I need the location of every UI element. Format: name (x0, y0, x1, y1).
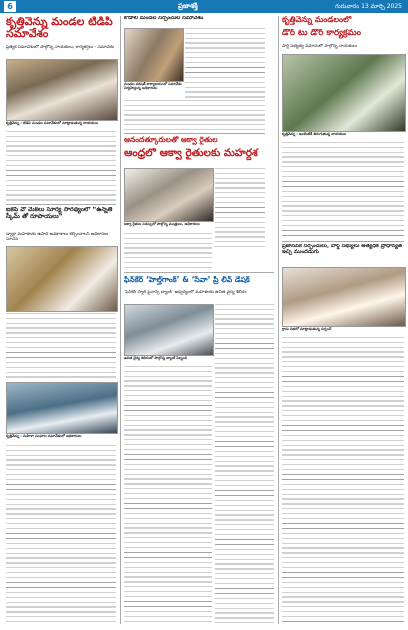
col3-story2-headline: ప్రజాసేవకే సర్పంచులు, వార్డ్ సభ్యులు అత్యధిక ప్రాధాన్యత ఇచ్చి ముందడుగు (282, 244, 403, 255)
col2-aqua-body (124, 233, 212, 269)
col2-photo-aqua-meeting (124, 168, 214, 222)
aqua-headline-main: ఆంధ్రలో ఆక్వా రైతులకు మహర్దశ (124, 148, 258, 159)
col1-story2-subhead: డ్వాక్రా మహిళలకు ఉపాధి అవకాశాలు కల్పించాలని అధికారుల సూచన (6, 232, 109, 243)
col3-headline-1: కృత్తివెన్ను మండలంలో (282, 16, 352, 24)
col2-aqua-caption: ఆక్వా రైతుల సదస్సులో పాల్గొన్న మంత్రులు, అధికారులు (124, 222, 200, 226)
col1-divider-1 (6, 204, 116, 205)
col2-divider-1 (124, 133, 265, 134)
date-line: గురువారం 13 మార్చి 2025 (335, 3, 402, 10)
col-divider-1 (120, 16, 121, 624)
col3-photo-caption: కృత్తివెన్ను : ఇంటింటికీ తిరుగుతున్న నాయకులు (282, 132, 347, 136)
fin-subhead: ‘ఫిన్‌కేర్ స్మాల్ ఫైనాన్స్ బ్యాంక్’ ఆధ్వర్యంలో మహిళలకు ఉచిత వైద్య శిబిరం (124, 290, 247, 295)
col1-photo-caption: కృత్తివెన్ను : టిడిపి మండల సమావేశంలో మాట్లాడుతున్న నాయకులు (6, 121, 99, 125)
col3-subhead: పార్టీ సభ్యత్వ నమోదులో పాల్గొన్న నాయకులు (282, 44, 358, 49)
col2-fin-body-left (124, 366, 212, 624)
col1-photo3-caption: కృత్తివెన్ను : మహిళా సంఘాల సమావేశంలో అధికారులు (6, 434, 82, 438)
col2-fin-body-right (215, 304, 274, 624)
col3-body-text-2 (282, 337, 404, 624)
col3-photo-sarpanch (282, 267, 406, 327)
col1-photo-ceremony (6, 246, 118, 312)
page-number: 6 (4, 1, 16, 12)
col2-story-headline: కొడాలి మండల సర్పంచుల సమావేశం (124, 16, 204, 21)
col2-body-text-top (124, 100, 265, 130)
col1-photo-meeting (6, 59, 118, 121)
fin-headline: ఫిన్‌కేర్ ‘హెల్త్‌గాంక్’ & ‘సేవా’ ప్రీ లీవ్ డేషక్ (124, 276, 250, 284)
col2-divider-2 (124, 272, 274, 273)
col2-photo-fin-event (124, 304, 214, 356)
col1-headline: కృత్తివెన్ను మండల టిడిపి సమావేశం (6, 16, 113, 40)
col1-body-text-2 (6, 313, 116, 379)
col2-aqua-body-right (215, 168, 265, 248)
masthead (0, 0, 408, 13)
col1-photo-officials (6, 382, 118, 434)
col3-headline-2: డోర్ టు డోర్ కార్యక్రమం (282, 29, 361, 38)
col-divider-2 (278, 16, 279, 624)
col1-body-text-3 (6, 445, 116, 623)
col1-subhead: ప్రత్యేక సమావేశంలో పాల్గొన్న నాయకులు, కార్యకర్తలు - సమావేశం (6, 45, 115, 50)
col2-body-text-top-right (185, 28, 265, 98)
col3-body-text-1 (282, 142, 404, 238)
col3-story2-caption: గ్రామ సభలో మాట్లాడుతున్న సర్పంచ్ (282, 327, 332, 331)
col3-photo-door-to-door (282, 54, 406, 132)
col3-divider-1 (282, 241, 404, 242)
aqua-headline-kicker: ఆనందత్కూరులతో ఆక్వా రైతుల (124, 136, 218, 144)
paper-name: ప్రజాశక్తి (178, 2, 198, 10)
col2-photo-sarpanch (124, 28, 184, 82)
col2-story-caption: మండల పరిషత్ కార్యాలయంలో సమావేశం నిర్వహిస్తున్న అధికారులు (124, 82, 182, 91)
col2-fin-caption: ఉచిత వైద్య శిబిరంలో పాల్గొన్న బ్యాంక్ సిబ్బంది (124, 356, 187, 360)
col1-body-text-1 (6, 131, 116, 201)
col1-story2-headline: ఐకెపి వో మేకలు సూర్య సారథ్యంలో “ఉన్నతి స్కీమ్ తో రూపాయలు” (6, 207, 113, 220)
